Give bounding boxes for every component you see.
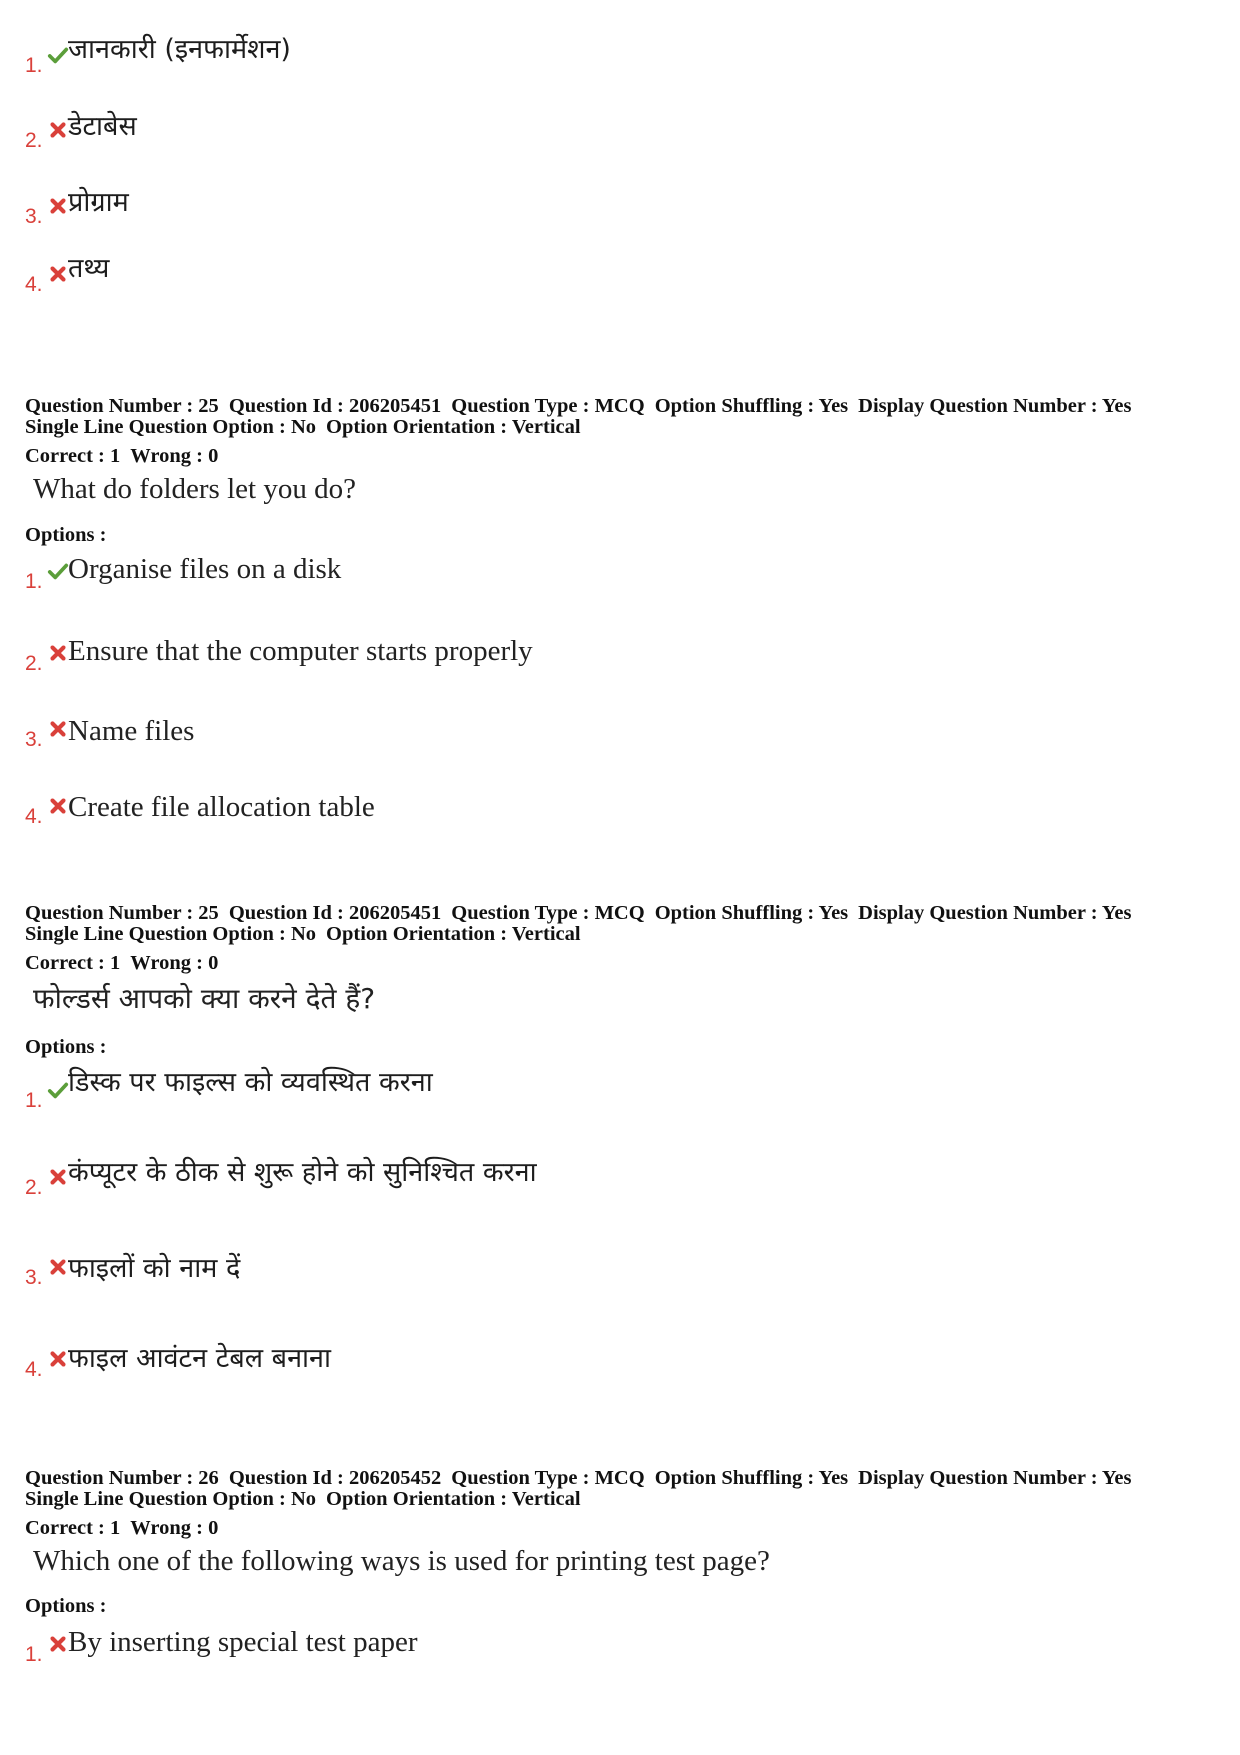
- options-label: Options :: [25, 1036, 107, 1058]
- option-text: फाइल आवंटन टेबल बनाना: [68, 1343, 332, 1374]
- option-number: 3.: [25, 728, 43, 751]
- question-meta-line-1: Question Number : 26 Question Id : 206205452 Question Type : MCQ Option Shuffling : Yes Display Question Number : Yes: [25, 1467, 1132, 1489]
- option-number: 2.: [25, 1176, 43, 1199]
- options-label: Options :: [25, 1595, 107, 1617]
- option-text: डिस्क पर फाइल्स को व्यवस्थित करना: [68, 1067, 433, 1098]
- option-text: तथ्य: [68, 253, 110, 284]
- option-number: 3.: [25, 205, 43, 228]
- option-text: Name files: [68, 715, 195, 747]
- option-number: 4.: [25, 273, 43, 296]
- question-text: What do folders let you do?: [33, 473, 356, 505]
- question-meta-line-2: Single Line Question Option : No Option Orientation : Vertical: [25, 923, 581, 945]
- option-text: Organise files on a disk: [68, 553, 342, 585]
- option-text: डेटाबेस: [68, 111, 137, 142]
- question-score: Correct : 1 Wrong : 0: [25, 1517, 219, 1539]
- option-text: Ensure that the computer starts properly: [68, 635, 533, 667]
- question-text: फोल्डर्स आपको क्या करने देते हैं?: [33, 982, 376, 1015]
- option-number: 4.: [25, 1358, 43, 1381]
- question-score: Correct : 1 Wrong : 0: [25, 445, 219, 467]
- option-text: जानकारी (इनफार्मेशन): [68, 34, 291, 65]
- question-meta-line-2: Single Line Question Option : No Option Orientation : Vertical: [25, 416, 581, 438]
- option-text: कंप्यूटर के ठीक से शुरू होने को सुनिश्चित करना: [68, 1157, 537, 1188]
- question-meta-line-2: Single Line Question Option : No Option Orientation : Vertical: [25, 1488, 581, 1510]
- option-number: 3.: [25, 1266, 43, 1289]
- question-meta-line-1: Question Number : 25 Question Id : 206205451 Question Type : MCQ Option Shuffling : Yes Display Question Number : Yes: [25, 902, 1132, 924]
- option-number: 4.: [25, 805, 43, 828]
- option-text: Create file allocation table: [68, 791, 375, 823]
- question-score: Correct : 1 Wrong : 0: [25, 952, 219, 974]
- option-number: 1.: [25, 570, 43, 593]
- option-text: By inserting special test paper: [68, 1626, 418, 1658]
- option-text: प्रोग्राम: [68, 187, 129, 218]
- option-number: 2.: [25, 129, 43, 152]
- option-number: 1.: [25, 54, 43, 77]
- option-number: 1.: [25, 1089, 43, 1112]
- question-meta-line-1: Question Number : 25 Question Id : 206205451 Question Type : MCQ Option Shuffling : Yes Display Question Number : Yes: [25, 395, 1132, 417]
- options-label: Options :: [25, 524, 107, 546]
- option-text: फाइलों को नाम दें: [68, 1253, 241, 1284]
- option-number: 2.: [25, 652, 43, 675]
- question-text: Which one of the following ways is used for printing test page?: [33, 1545, 770, 1577]
- option-number: 1.: [25, 1643, 43, 1666]
